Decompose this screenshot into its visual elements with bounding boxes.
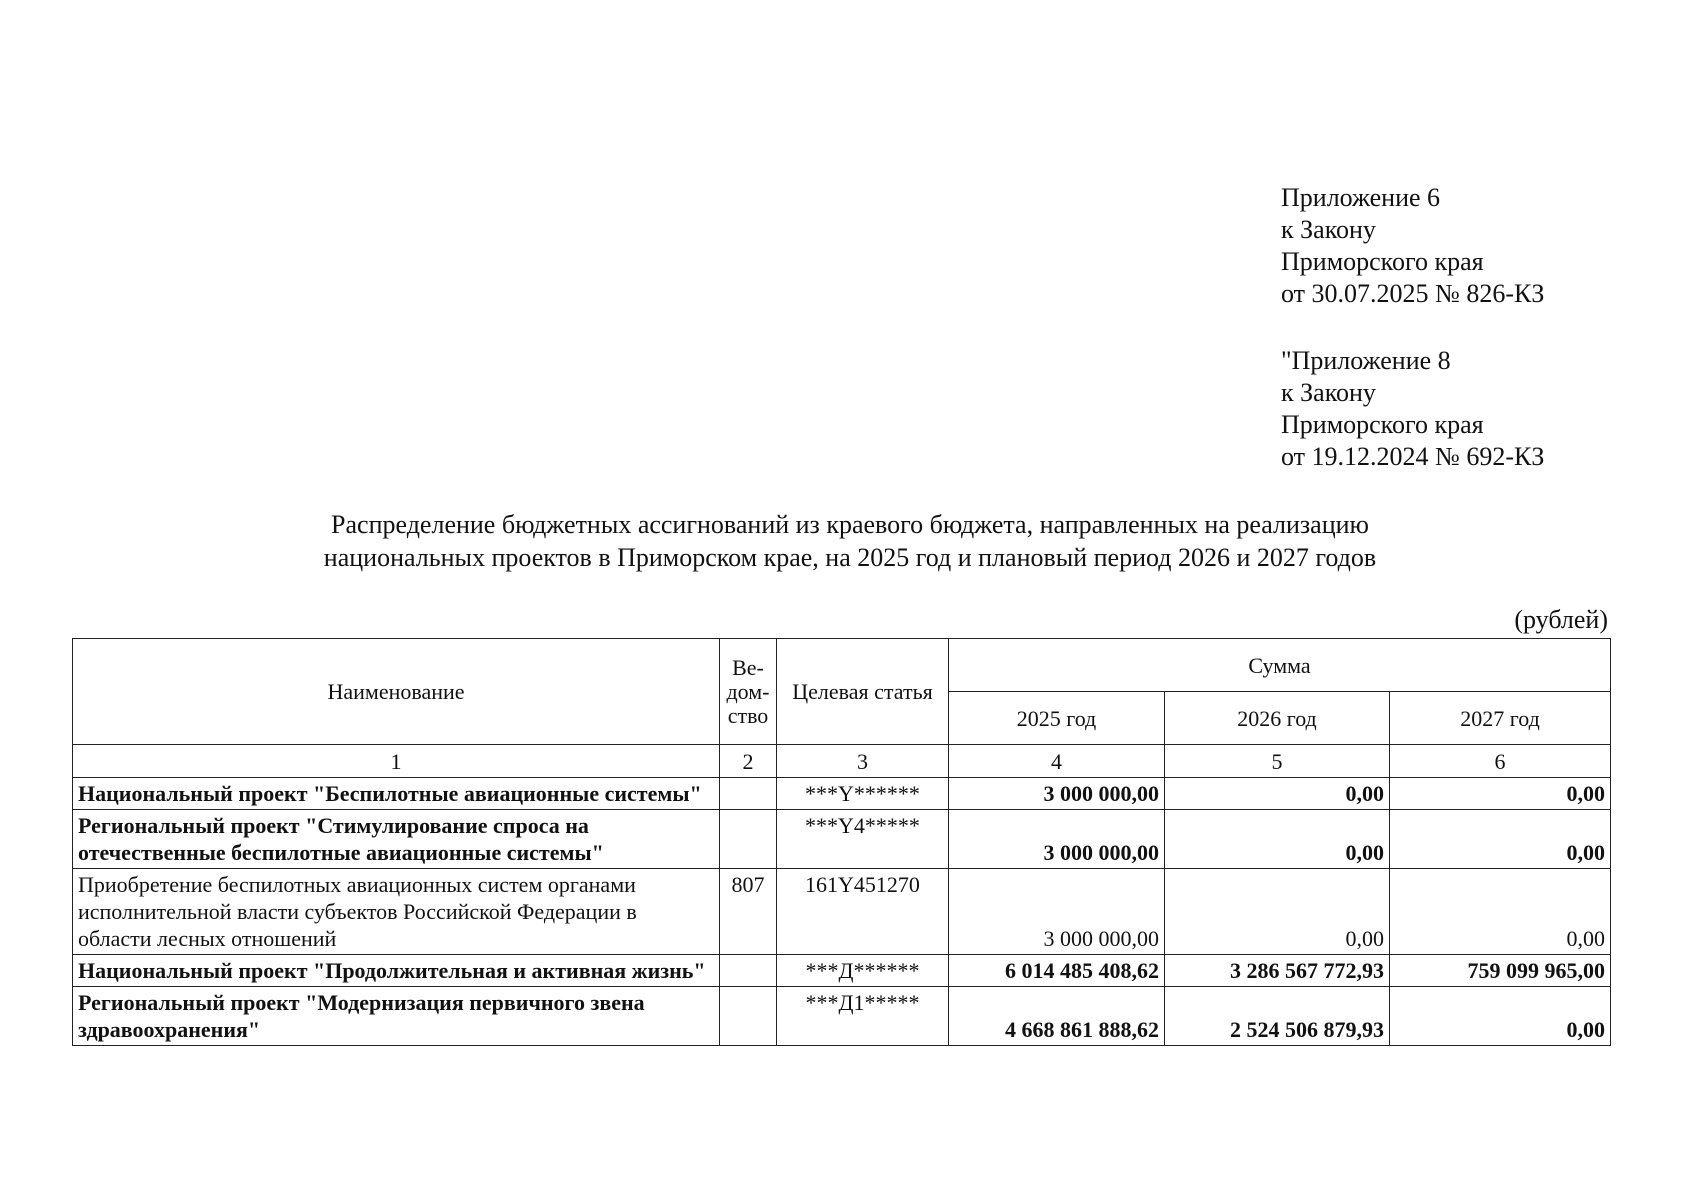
budget-table [72,638,1611,1046]
column-number-row [73,745,1611,778]
column-number: 6 [1390,745,1611,778]
row-amount-2027: 0,00 [1390,987,1611,1046]
row-amount-2026: 0,00 [1165,869,1390,955]
header-year-2025: 2025 год [949,692,1165,745]
row-name: Приобретение беспилотных авиационных систем органами исполнительной власти субъектов Российской Федерации в области лесных отношений [73,869,720,955]
row-amount-2026: 0,00 [1165,810,1390,869]
row-department: 807 [720,869,777,955]
row-amount-2027: 0,00 [1390,778,1611,810]
header-sum: Сумма [949,639,1611,692]
row-department [720,987,777,1046]
document-title-line-1: Распределение бюджетных ассигнований из краевого бюджета, направленных на реализацию [331,510,1369,539]
row-name: Национальный проект "Беспилотные авиационные системы" [73,778,720,810]
attachment-current-line: Приложение 6 [1281,183,1441,212]
row-amount-2025: 3 000 000,00 [949,778,1165,810]
header-year-2026: 2026 год [1165,692,1390,745]
attachment-previous-line: "Приложение 8 [1281,346,1451,375]
row-amount-2025: 6 014 485 408,62 [949,955,1165,987]
header-department-part: Ве- [732,654,764,680]
row-amount-2025: 3 000 000,00 [949,810,1165,869]
header-department [720,639,777,745]
row-amount-2027: 759 099 965,00 [1390,955,1611,987]
header-target-article: Целевая статья [777,639,949,745]
column-number: 3 [777,745,949,778]
row-amount-2026: 3 286 567 772,93 [1165,955,1390,987]
units-label: (рублей) [1514,605,1608,634]
header-department-part: дом- [726,678,770,704]
row-department [720,810,777,869]
row-amount-2027: 0,00 [1390,869,1611,955]
row-target-article: ***Д****** [777,955,949,987]
column-number: 1 [73,745,720,778]
row-amount-2026: 0,00 [1165,778,1390,810]
attachment-previous-line: к Закону [1281,378,1376,407]
header-year-2027: 2027 год [1390,692,1611,745]
header-department-part: ство [727,702,769,728]
table-row [73,778,1611,810]
attachment-current-line: к Закону [1281,215,1376,244]
attachment-previous-line: от 19.12.2024 № 692-КЗ [1281,442,1545,471]
row-department [720,955,777,987]
header-name: Наименование [73,639,720,745]
table-row [73,987,1611,1046]
column-number: 2 [720,745,777,778]
row-name: Национальный проект "Продолжительная и активная жизнь" [73,955,720,987]
column-number: 5 [1165,745,1390,778]
row-target-article: ***Y****** [777,778,949,810]
table-row [73,869,1611,955]
attachment-current-line: от 30.07.2025 № 826-КЗ [1281,279,1545,308]
row-name: Региональный проект "Модернизация первичного звена здравоохранения" [73,987,720,1046]
row-amount-2025: 3 000 000,00 [949,869,1165,955]
document-title [160,508,1540,574]
attachment-current-line: Приморского края [1281,247,1484,276]
row-target-article: ***Д1***** [777,987,949,1046]
table-header-row [73,639,1611,692]
column-number: 4 [949,745,1165,778]
row-amount-2026: 2 524 506 879,93 [1165,987,1390,1046]
document-title-line-2: национальных проектов в Приморском крае, на 2025 год и плановый период 2026 и 2027 годов [323,543,1377,572]
table-row [73,955,1611,987]
row-target-article: 161Y451270 [777,869,949,955]
row-amount-2027: 0,00 [1390,810,1611,869]
attachment-previous-line: Приморского края [1281,410,1484,439]
attachment-previous [1281,345,1544,473]
row-name: Региональный проект "Стимулирование спроса на отечественные беспилотные авиационные системы" [73,810,720,869]
table-row [73,810,1611,869]
attachment-current [1281,182,1544,310]
row-department [720,778,777,810]
row-target-article: ***Y4***** [777,810,949,869]
row-amount-2025: 4 668 861 888,62 [949,987,1165,1046]
